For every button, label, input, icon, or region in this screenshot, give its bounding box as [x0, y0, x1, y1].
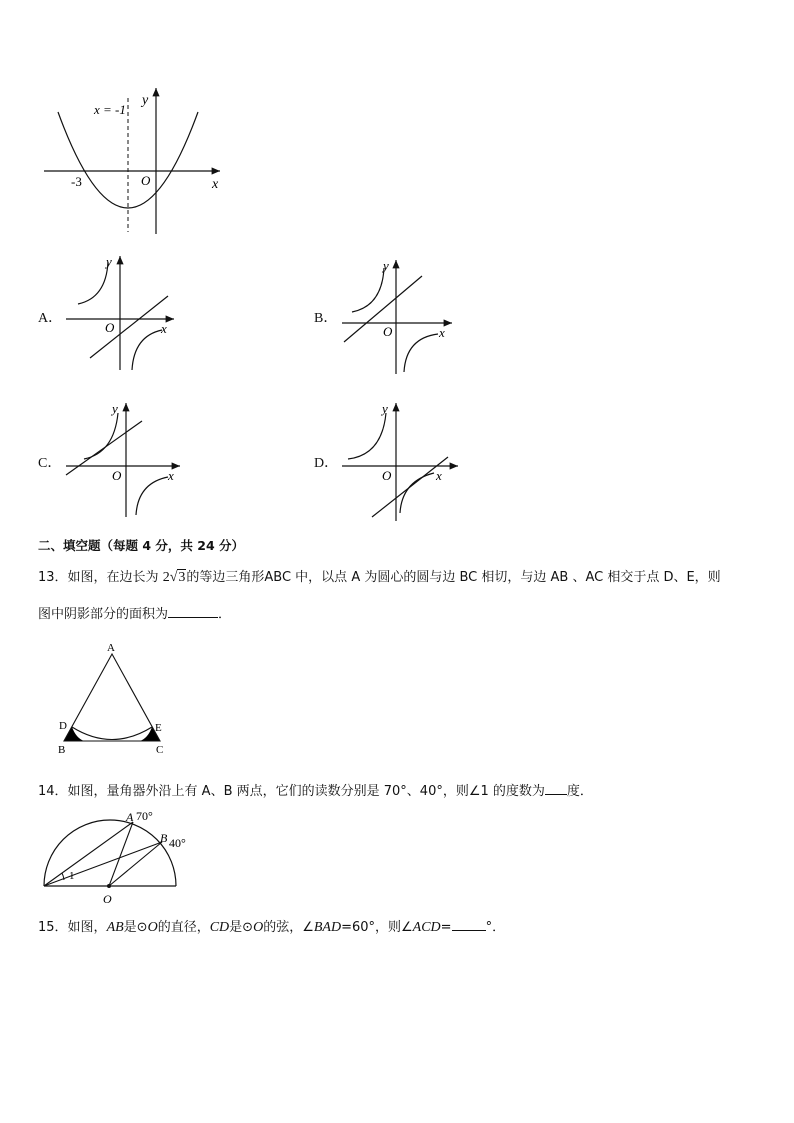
- question-number: 13．: [38, 570, 68, 585]
- option-b-label: B．: [314, 311, 338, 326]
- question-text: 如图，量角器外沿上有 A、B 两点，它们的读数分别是 70°、40°，则∠1 的度数为: [67, 784, 545, 799]
- question-13-line1: [38, 566, 721, 586]
- angle-bad: BAD: [313, 920, 342, 935]
- hyperbola-branch: [348, 413, 386, 459]
- label-b: B: [58, 744, 66, 756]
- segment-cd: CD: [209, 920, 230, 935]
- root-label: -3: [71, 174, 82, 189]
- hyperbola-branch: [136, 477, 168, 515]
- question-text: =: [440, 920, 452, 935]
- question-number: 15．: [38, 920, 68, 935]
- hyperbola-branch: [352, 268, 384, 312]
- label-b: B: [160, 831, 168, 845]
- hyperbola-branch: [84, 413, 118, 459]
- y-label: y: [106, 254, 112, 269]
- option-b-graph[interactable]: [338, 256, 458, 376]
- line-to-b: [44, 842, 162, 886]
- question-text: 的等边三角形ABC 中，以点 A 为圆心的圆与边 BC 相切，与边 AB 、AC 相交于点 D、E，则: [186, 570, 721, 585]
- arc-de: [72, 727, 152, 740]
- hyperbola-branch: [400, 473, 434, 513]
- question-text: =60°，则∠: [341, 920, 413, 935]
- asymptote-label: x = -1: [94, 102, 126, 117]
- label-a: A: [126, 810, 134, 824]
- protractor-figure: [36, 804, 186, 906]
- option-d-graph[interactable]: [338, 399, 462, 523]
- question-text: 是⊙: [229, 920, 254, 935]
- origin-label: O: [383, 324, 393, 339]
- option-d-label: D．: [314, 456, 339, 471]
- answer-blank[interactable]: [545, 780, 567, 795]
- question-text: °．: [485, 920, 506, 935]
- question-text: 如图，在边长为: [67, 570, 159, 585]
- coef: 2: [162, 570, 170, 585]
- linear-line: [90, 296, 168, 358]
- radicand: 3: [178, 570, 186, 585]
- option-a-graph[interactable]: [62, 252, 182, 372]
- question-text: 的弦，∠: [263, 920, 314, 935]
- sqrt-expression: 2√3: [162, 570, 186, 585]
- question-13-line2: [38, 603, 231, 622]
- circle-o: O: [253, 920, 264, 935]
- label-o: O: [103, 892, 112, 906]
- y-label: y: [383, 258, 389, 273]
- question-text: 度．: [566, 784, 593, 799]
- y-label: y: [142, 93, 149, 108]
- label-a: A: [107, 642, 115, 654]
- question-number: 14．: [38, 784, 68, 799]
- label-c: C: [156, 744, 164, 756]
- angle-acd: ACD: [412, 920, 441, 935]
- line-to-a: [44, 822, 133, 886]
- question-text: ．: [218, 607, 232, 622]
- answer-blank[interactable]: [168, 603, 218, 618]
- hyperbola-branch: [132, 330, 162, 370]
- parabola-graph: [40, 84, 230, 239]
- x-label: x: [168, 468, 174, 483]
- segment-ab: AB: [106, 920, 124, 935]
- section-title: 二、填空题（每题 4 分，共 24 分）: [38, 538, 245, 553]
- origin-label: O: [105, 320, 115, 335]
- y-label: y: [382, 401, 388, 416]
- center-point: [107, 884, 111, 888]
- protractor-arc: [44, 820, 176, 886]
- shaded-region: [64, 727, 84, 741]
- x-label: x: [439, 325, 445, 340]
- triangle-abc: [64, 654, 160, 741]
- question-text: 的直径，: [157, 920, 210, 935]
- question-text: 是⊙: [123, 920, 148, 935]
- triangle-figure: [52, 640, 176, 758]
- x-label: x: [212, 177, 219, 192]
- option-a-label: A．: [38, 311, 63, 326]
- linear-line: [66, 421, 142, 475]
- circle-o: O: [147, 920, 158, 935]
- option-c-label: C．: [38, 456, 62, 471]
- question-15: [38, 916, 505, 936]
- question-text: 图中阴影部分的面积为: [38, 607, 169, 622]
- origin-label: O: [141, 173, 151, 188]
- hyperbola-branch: [404, 334, 438, 372]
- y-label: y: [112, 401, 118, 416]
- x-label: x: [436, 468, 442, 483]
- reading-a: 70°: [136, 809, 153, 823]
- question-text: 如图，: [67, 920, 107, 935]
- label-e: E: [155, 722, 162, 734]
- angle-label: 1: [69, 870, 75, 882]
- option-c-graph[interactable]: [62, 399, 186, 519]
- label-d: D: [59, 720, 67, 732]
- answer-blank[interactable]: [452, 916, 486, 931]
- hyperbola-branch: [78, 262, 108, 304]
- origin-label: O: [112, 468, 122, 483]
- question-14: [38, 780, 593, 799]
- origin-label: O: [382, 468, 392, 483]
- x-label: x: [161, 321, 167, 336]
- reading-b: 40°: [169, 836, 186, 850]
